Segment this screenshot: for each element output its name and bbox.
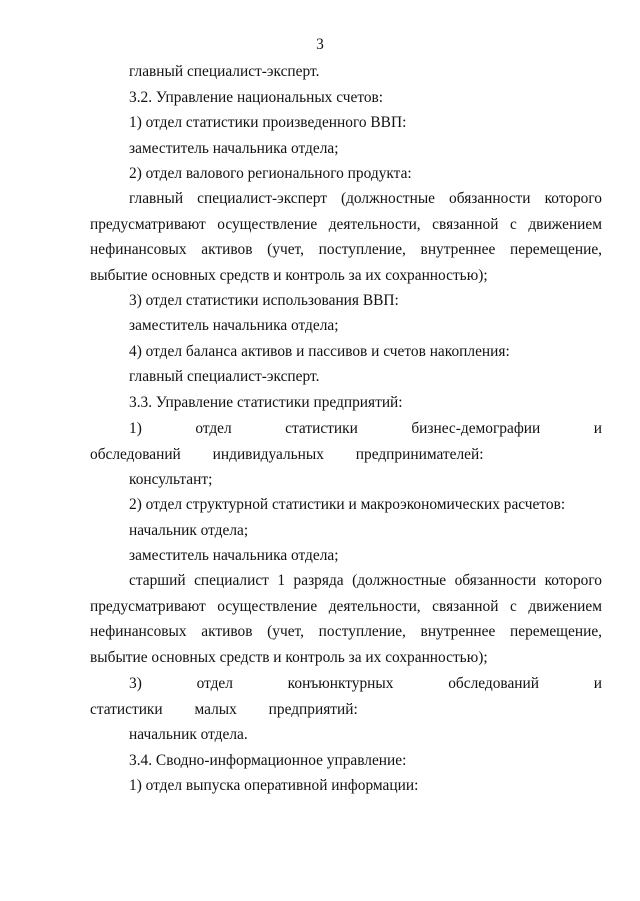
section-heading: 3.4. Сводно-информационное управление: bbox=[129, 752, 407, 769]
paragraph: 3) отдел конъюнктурных обследований и статистики малых предприятий: bbox=[90, 675, 602, 718]
paragraph: главный специалист-эксперт (должностные обязанности которого предусматривают осуществление деятельности, связанной с движением нефинансовых активов (учет, поступление, внутреннее перемещение, выбытие основных средств и контроль за их сохранностью); bbox=[90, 190, 602, 284]
paragraph: 2) отдел валового регионального продукта: bbox=[129, 165, 412, 182]
paragraph: главный специалист-эксперт. bbox=[129, 63, 320, 80]
section-heading: 3.2. Управление национальных счетов: bbox=[129, 89, 384, 106]
page-number: 3 bbox=[316, 36, 324, 53]
paragraph: 3) отдел статистики использования ВВП: bbox=[129, 292, 399, 309]
paragraph: 1) отдел статистики бизнес-демографии и обследований индивидуальных предпринимателей: bbox=[90, 420, 602, 463]
paragraph: старший специалист 1 разряда (должностные обязанности которого предусматривают осуществление деятельности, связанной с движением нефинансовых активов (учет, поступление, внутреннее перемещение, выбытие основных средств и контроль за их сохранностью); bbox=[90, 572, 602, 666]
paragraph: начальник отдела. bbox=[129, 726, 248, 743]
paragraph: 1) отдел статистики произведенного ВВП: bbox=[129, 114, 407, 131]
paragraph: начальник отдела; bbox=[129, 522, 249, 539]
paragraph: заместитель начальника отдела; bbox=[129, 317, 339, 334]
paragraph: консультант; bbox=[129, 471, 213, 488]
paragraph: заместитель начальника отдела; bbox=[129, 140, 339, 157]
paragraph: 4) отдел баланса активов и пассивов и счетов накопления: bbox=[129, 343, 510, 360]
paragraph: 2) отдел структурной статистики и макроэкономических расчетов: bbox=[129, 496, 566, 513]
paragraph: заместитель начальника отдела; bbox=[129, 547, 339, 564]
paragraph: главный специалист-эксперт. bbox=[129, 368, 320, 385]
section-heading: 3.3. Управление статистики предприятий: bbox=[129, 394, 403, 411]
paragraph: 1) отдел выпуска оперативной информации: bbox=[129, 777, 419, 794]
